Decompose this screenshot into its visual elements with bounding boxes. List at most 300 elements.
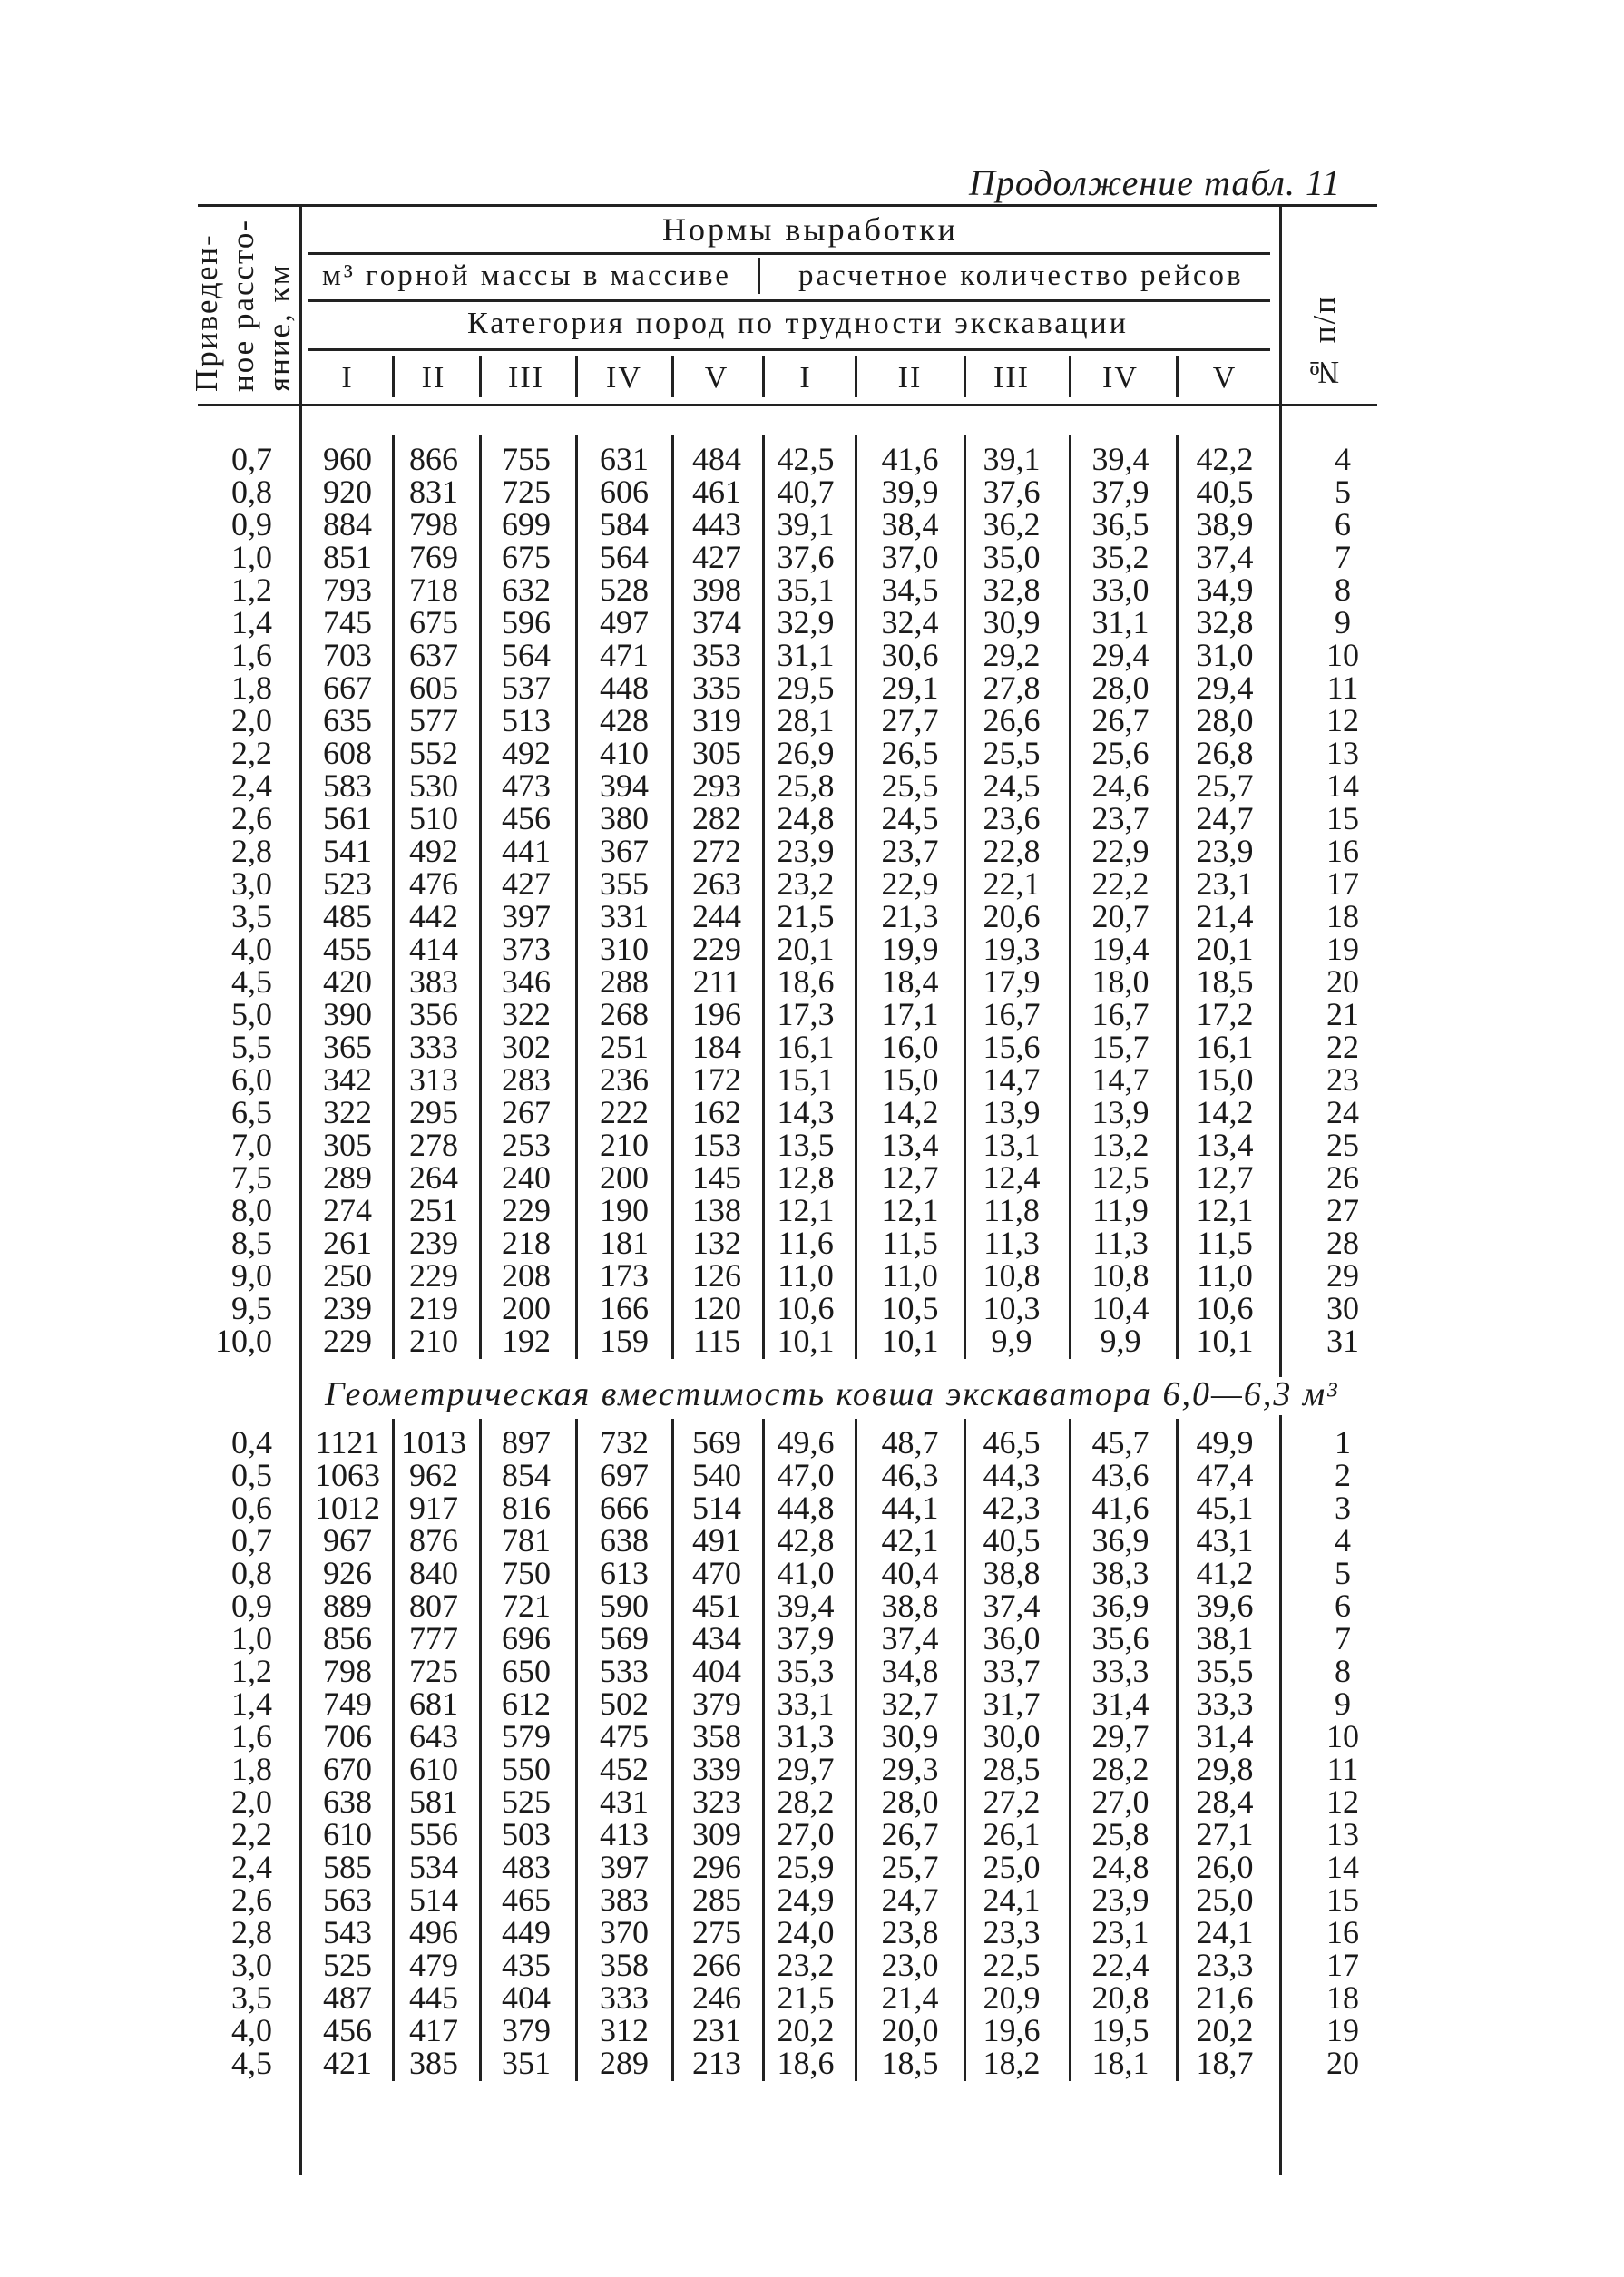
mass-value-cell: 289 (600, 2045, 649, 2081)
row-number-cell: 30 (1326, 1290, 1359, 1326)
mass-value-cell: 213 (692, 2045, 741, 2081)
trips-value-cell: 18,0 (1091, 963, 1150, 1000)
trips-value-cell: 12,8 (777, 1159, 835, 1196)
mass-value-cell: 699 (502, 506, 551, 542)
distance-cell: 2,4 (231, 1849, 272, 1885)
mass-value-cell: 120 (692, 1290, 741, 1326)
mass-value-cell: 484 (692, 441, 741, 477)
mass-value-cell: 404 (502, 1979, 551, 2016)
mass-value-cell: 777 (409, 1620, 458, 1656)
distance-cell: 6,0 (231, 1061, 272, 1098)
distance-cell: 1,6 (231, 637, 272, 673)
row-number-cell: 2 (1335, 1457, 1351, 1493)
trips-value-cell: 23,6 (983, 800, 1041, 836)
mass-value-cell: 666 (600, 1490, 649, 1526)
trips-value-cell: 41,6 (1091, 1490, 1150, 1526)
mass-value-cell: 638 (323, 1783, 372, 1820)
mass-value-cell: 356 (409, 996, 458, 1032)
trips-value-cell: 40,5 (983, 1522, 1041, 1559)
mass-value-cell: 239 (323, 1290, 372, 1326)
mass-value-cell: 569 (692, 1424, 741, 1461)
row-number-cell: 4 (1335, 441, 1351, 477)
distance-cell: 9,5 (231, 1290, 272, 1326)
trips-value-cell: 22,4 (1091, 1947, 1150, 1983)
mass-value-cell: 543 (323, 1914, 372, 1950)
mass-value-cell: 435 (502, 1947, 551, 1983)
trips-value-cell: 16,1 (1196, 1029, 1254, 1065)
mass-value-cell: 342 (323, 1061, 372, 1098)
mass-value-cell: 492 (502, 735, 551, 771)
category-numeral: III (508, 361, 544, 395)
column-divider (479, 1419, 482, 2081)
mass-value-cell: 305 (692, 735, 741, 771)
mass-value-cell: 563 (323, 1881, 372, 1918)
trips-value-cell: 15,1 (777, 1061, 835, 1098)
trips-value-cell: 39,1 (777, 506, 835, 542)
trips-value-cell: 25,9 (777, 1849, 835, 1885)
trips-value-cell: 32,4 (881, 604, 939, 640)
row-number-cell: 28 (1326, 1225, 1359, 1261)
trips-value-cell: 19,5 (1091, 2012, 1150, 2048)
mass-value-cell: 219 (409, 1290, 458, 1326)
mass-value-cell: 442 (409, 898, 458, 934)
trips-value-cell: 38,1 (1196, 1620, 1254, 1656)
trips-value-cell: 23,1 (1196, 865, 1254, 902)
mass-value-cell: 632 (502, 572, 551, 608)
distance-cell: 9,0 (231, 1257, 272, 1294)
mass-value-cell: 159 (600, 1323, 649, 1359)
trips-value-cell: 46,3 (881, 1457, 939, 1493)
trips-value-cell: 39,1 (983, 441, 1041, 477)
distance-cell: 0,7 (231, 1522, 272, 1559)
distance-cell: 2,0 (231, 702, 272, 738)
trips-value-cell: 23,8 (881, 1914, 939, 1950)
trips-value-cell: 33,3 (1196, 1686, 1254, 1722)
mass-value-cell: 441 (502, 833, 551, 869)
row-number-cell: 17 (1326, 865, 1359, 902)
mass-value-cell: 293 (692, 767, 741, 804)
header-rule (198, 404, 1377, 406)
mass-value-cell: 856 (323, 1620, 372, 1656)
distance-cell: 3,0 (231, 865, 272, 902)
mass-value-cell: 355 (600, 865, 649, 902)
trips-value-cell: 28,2 (777, 1783, 835, 1820)
trips-value-cell: 31,3 (777, 1718, 835, 1754)
column-divider (671, 435, 674, 1359)
category-numeral: V (1212, 361, 1238, 395)
column-divider (575, 1419, 578, 2081)
row-number-cell: 10 (1326, 1718, 1359, 1754)
distance-cell: 1,2 (231, 572, 272, 608)
trips-value-cell: 11,6 (778, 1225, 834, 1261)
trips-value-cell: 18,6 (777, 963, 835, 1000)
trips-value-cell: 23,2 (777, 865, 835, 902)
trips-value-cell: 17,3 (777, 996, 835, 1032)
numeral-divider (762, 356, 765, 397)
distance-cell: 3,0 (231, 1947, 272, 1983)
mass-value-cell: 876 (409, 1522, 458, 1559)
mass-value-cell: 288 (600, 963, 649, 1000)
trips-value-cell: 34,8 (881, 1653, 939, 1689)
row-number-cell: 12 (1326, 702, 1359, 738)
mass-value-cell: 390 (323, 996, 372, 1032)
mass-value-cell: 309 (692, 1816, 741, 1852)
mass-value-cell: 631 (600, 441, 649, 477)
trips-value-cell: 9,9 (991, 1323, 1032, 1359)
trips-value-cell: 20,1 (777, 931, 835, 967)
numeral-divider (855, 356, 857, 397)
mass-value-cell: 192 (502, 1323, 551, 1359)
mass-value-cell: 434 (692, 1620, 741, 1656)
trips-value-cell: 16,7 (1091, 996, 1150, 1032)
mass-value-cell: 703 (323, 637, 372, 673)
row-number-cell: 31 (1326, 1323, 1359, 1359)
distance-cell: 0,9 (231, 506, 272, 542)
mass-value-cell: 181 (600, 1225, 649, 1261)
mass-value-cell: 492 (409, 833, 458, 869)
row-number-cell: 3 (1335, 1490, 1351, 1526)
group-divider (758, 258, 760, 294)
mass-value-cell: 373 (502, 931, 551, 967)
category-underline (308, 348, 1270, 351)
column-divider (855, 1419, 857, 2081)
mass-value-cell: 251 (600, 1029, 649, 1065)
mass-value-cell: 162 (692, 1094, 741, 1130)
column-divider (964, 1419, 966, 2081)
mass-value-cell: 353 (692, 637, 741, 673)
column-divider (479, 435, 482, 1359)
mass-value-cell: 889 (323, 1588, 372, 1624)
mass-value-cell: 967 (323, 1522, 372, 1559)
col-divider-index (1279, 207, 1282, 1377)
row-number-cell: 18 (1326, 1979, 1359, 2016)
distance-cell: 1,0 (231, 539, 272, 575)
row-number-cell: 20 (1326, 963, 1359, 1000)
mass-value-cell: 513 (502, 702, 551, 738)
trips-value-cell: 16,0 (881, 1029, 939, 1065)
mass-value-cell: 229 (323, 1323, 372, 1359)
numeral-divider (671, 356, 674, 397)
trips-value-cell: 14,2 (881, 1094, 939, 1130)
mass-value-cell: 479 (409, 1947, 458, 1983)
trips-value-cell: 47,4 (1196, 1457, 1254, 1493)
mass-value-cell: 385 (409, 2045, 458, 2081)
mass-value-cell: 428 (600, 702, 649, 738)
trips-group-header: расчетное количество рейсов (798, 259, 1244, 292)
column-divider (392, 435, 395, 1359)
trips-value-cell: 24,7 (881, 1881, 939, 1918)
trips-value-cell: 19,9 (881, 931, 939, 967)
mass-value-cell: 374 (692, 604, 741, 640)
trips-value-cell: 32,8 (983, 572, 1041, 608)
trips-value-cell: 24,5 (983, 767, 1041, 804)
mass-value-cell: 807 (409, 1588, 458, 1624)
trips-value-cell: 38,8 (983, 1555, 1041, 1591)
mass-value-cell: 725 (502, 474, 551, 510)
mass-value-cell: 816 (502, 1490, 551, 1526)
trips-value-cell: 23,2 (777, 1947, 835, 1983)
row-number-cell: 24 (1326, 1094, 1359, 1130)
category-numeral: II (421, 361, 446, 395)
trips-value-cell: 12,1 (881, 1192, 939, 1228)
trips-value-cell: 10,6 (777, 1290, 835, 1326)
mass-value-cell: 323 (692, 1783, 741, 1820)
mass-value-cell: 610 (323, 1816, 372, 1852)
mass-value-cell: 196 (692, 996, 741, 1032)
trips-value-cell: 26,8 (1196, 735, 1254, 771)
trips-value-cell: 49,6 (777, 1424, 835, 1461)
trips-value-cell: 29,7 (1091, 1718, 1150, 1754)
mass-value-cell: 261 (323, 1225, 372, 1261)
mass-value-cell: 606 (600, 474, 649, 510)
trips-value-cell: 10,1 (1196, 1323, 1254, 1359)
mass-value-cell: 263 (692, 865, 741, 902)
mass-value-cell: 793 (323, 572, 372, 608)
mass-value-cell: 283 (502, 1061, 551, 1098)
trips-value-cell: 29,5 (777, 669, 835, 706)
row-number-cell: 15 (1326, 800, 1359, 836)
trips-value-cell: 29,8 (1196, 1751, 1254, 1787)
trips-value-cell: 13,4 (881, 1127, 939, 1163)
mass-value-cell: 380 (600, 800, 649, 836)
mass-value-cell: 451 (692, 1588, 741, 1624)
trips-value-cell: 23,0 (881, 1947, 939, 1983)
row-number-cell: 1 (1335, 1424, 1351, 1461)
trips-value-cell: 42,8 (777, 1522, 835, 1559)
trips-value-cell: 34,5 (881, 572, 939, 608)
trips-value-cell: 41,0 (777, 1555, 835, 1591)
mass-value-cell: 413 (600, 1816, 649, 1852)
trips-value-cell: 40,5 (1196, 474, 1254, 510)
category-numeral: II (897, 361, 923, 395)
mass-value-cell: 449 (502, 1914, 551, 1950)
trips-value-cell: 22,2 (1091, 865, 1150, 902)
trips-value-cell: 13,4 (1196, 1127, 1254, 1163)
mass-value-cell: 383 (600, 1881, 649, 1918)
mass-value-cell: 537 (502, 669, 551, 706)
mass-value-cell: 244 (692, 898, 741, 934)
trips-value-cell: 26,7 (881, 1816, 939, 1852)
trips-value-cell: 24,8 (1091, 1849, 1150, 1885)
trips-value-cell: 28,0 (1196, 702, 1254, 738)
trips-value-cell: 36,9 (1091, 1522, 1150, 1559)
mass-value-cell: 250 (323, 1257, 372, 1294)
trips-value-cell: 30,6 (881, 637, 939, 673)
trips-value-cell: 31,1 (1091, 604, 1150, 640)
mass-value-cell: 851 (323, 539, 372, 575)
mass-value-cell: 605 (409, 669, 458, 706)
trips-value-cell: 10,1 (881, 1323, 939, 1359)
mass-value-cell: 229 (692, 931, 741, 967)
mass-value-cell: 920 (323, 474, 372, 510)
mass-value-cell: 339 (692, 1751, 741, 1787)
numeral-divider (479, 356, 482, 397)
trips-value-cell: 24,7 (1196, 800, 1254, 836)
trips-value-cell: 24,8 (777, 800, 835, 836)
mass-value-cell: 302 (502, 1029, 551, 1065)
distance-cell: 5,5 (231, 1029, 272, 1065)
trips-value-cell: 18,5 (881, 2045, 939, 2081)
trips-value-cell: 36,9 (1091, 1588, 1150, 1624)
mass-value-cell: 397 (600, 1849, 649, 1885)
trips-value-cell: 20,2 (1196, 2012, 1254, 2048)
trips-value-cell: 11,0 (882, 1257, 938, 1294)
trips-value-cell: 28,5 (983, 1751, 1041, 1787)
row-number-cell: 14 (1326, 767, 1359, 804)
trips-value-cell: 21,5 (777, 1979, 835, 2016)
category-numeral: V (704, 361, 729, 395)
mass-value-cell: 496 (409, 1914, 458, 1950)
mass-value-cell: 310 (600, 931, 649, 967)
mass-value-cell: 706 (323, 1718, 372, 1754)
distance-cell: 1,0 (231, 1620, 272, 1656)
mass-value-cell: 445 (409, 1979, 458, 2016)
trips-value-cell: 29,3 (881, 1751, 939, 1787)
trips-value-cell: 28,0 (881, 1783, 939, 1820)
distance-cell: 2,6 (231, 1881, 272, 1918)
trips-value-cell: 36,5 (1091, 506, 1150, 542)
mass-value-cell: 200 (502, 1290, 551, 1326)
mass-value-cell: 126 (692, 1257, 741, 1294)
mass-value-cell: 503 (502, 1816, 551, 1852)
mass-value-cell: 579 (502, 1718, 551, 1754)
trips-value-cell: 43,1 (1196, 1522, 1254, 1559)
index-column-header: № п/п (1306, 295, 1342, 390)
mass-value-cell: 476 (409, 865, 458, 902)
mass-value-cell: 115 (692, 1323, 741, 1359)
column-divider (1176, 1419, 1179, 2081)
trips-value-cell: 21,4 (1196, 898, 1254, 934)
mass-value-cell: 153 (692, 1127, 741, 1163)
mass-value-cell: 530 (409, 767, 458, 804)
trips-value-cell: 33,0 (1091, 572, 1150, 608)
trips-value-cell: 42,3 (983, 1490, 1041, 1526)
row-number-cell: 12 (1326, 1783, 1359, 1820)
mass-value-cell: 264 (409, 1159, 458, 1196)
mass-value-cell: 569 (600, 1620, 649, 1656)
mass-value-cell: 635 (323, 702, 372, 738)
trips-value-cell: 19,3 (983, 931, 1041, 967)
mass-value-cell: 745 (323, 604, 372, 640)
trips-value-cell: 31,4 (1091, 1686, 1150, 1722)
trips-value-cell: 23,1 (1091, 1914, 1150, 1950)
trips-value-cell: 23,9 (1196, 833, 1254, 869)
table-caption: Продолжение табл. 11 (968, 162, 1341, 203)
mass-value-cell: 452 (600, 1751, 649, 1787)
mass-value-cell: 456 (323, 2012, 372, 2048)
mass-value-cell: 525 (323, 1947, 372, 1983)
mass-value-cell: 540 (692, 1457, 741, 1493)
trips-value-cell: 38,8 (881, 1588, 939, 1624)
trips-value-cell: 18,1 (1091, 2045, 1150, 2081)
distance-cell: 2,4 (231, 767, 272, 804)
row-number-cell: 16 (1326, 833, 1359, 869)
mass-value-cell: 497 (600, 604, 649, 640)
mass-value-cell: 854 (502, 1457, 551, 1493)
trips-value-cell: 41,2 (1196, 1555, 1254, 1591)
trips-value-cell: 24,0 (777, 1914, 835, 1950)
mass-value-cell: 367 (600, 833, 649, 869)
mass-value-cell: 322 (502, 996, 551, 1032)
trips-value-cell: 10,1 (777, 1323, 835, 1359)
mass-value-cell: 533 (600, 1653, 649, 1689)
numeral-divider (1069, 356, 1071, 397)
mass-value-cell: 884 (323, 506, 372, 542)
row-number-cell: 8 (1335, 1653, 1351, 1689)
row-number-cell: 7 (1335, 1620, 1351, 1656)
row-number-cell: 23 (1326, 1061, 1359, 1098)
trips-value-cell: 13,9 (1091, 1094, 1150, 1130)
mass-value-cell: 132 (692, 1225, 741, 1261)
mass-value-cell: 365 (323, 1029, 372, 1065)
mass-value-cell: 346 (502, 963, 551, 1000)
mass-value-cell: 487 (323, 1979, 372, 2016)
trips-value-cell: 9,9 (1100, 1323, 1141, 1359)
mass-value-cell: 471 (600, 637, 649, 673)
trips-value-cell: 49,9 (1196, 1424, 1254, 1461)
row-number-cell: 7 (1335, 539, 1351, 575)
mass-value-cell: 282 (692, 800, 741, 836)
trips-value-cell: 37,6 (983, 474, 1041, 510)
mass-value-cell: 431 (600, 1783, 649, 1820)
mass-value-cell: 755 (502, 441, 551, 477)
trips-value-cell: 44,8 (777, 1490, 835, 1526)
mass-value-cell: 351 (502, 2045, 551, 2081)
mass-value-cell: 319 (692, 702, 741, 738)
trips-value-cell: 29,4 (1196, 669, 1254, 706)
trips-value-cell: 13,5 (777, 1127, 835, 1163)
row-number-cell: 4 (1335, 1522, 1351, 1559)
mass-value-cell: 236 (600, 1061, 649, 1098)
trips-value-cell: 26,0 (1196, 1849, 1254, 1885)
trips-value-cell: 16,1 (777, 1029, 835, 1065)
trips-value-cell: 47,0 (777, 1457, 835, 1493)
distance-cell: 10,0 (215, 1323, 272, 1359)
trips-value-cell: 31,7 (983, 1686, 1041, 1722)
mass-value-cell: 266 (692, 1947, 741, 1983)
mass-value-cell: 561 (323, 800, 372, 836)
mass-value-cell: 550 (502, 1751, 551, 1787)
trips-value-cell: 11,3 (983, 1225, 1040, 1261)
mass-value-cell: 697 (600, 1457, 649, 1493)
mass-value-cell: 523 (323, 865, 372, 902)
mass-value-cell: 398 (692, 572, 741, 608)
mass-value-cell: 246 (692, 1979, 741, 2016)
trips-value-cell: 21,4 (881, 1979, 939, 2016)
mass-value-cell: 208 (502, 1257, 551, 1294)
trips-value-cell: 35,2 (1091, 539, 1150, 575)
trips-value-cell: 14,7 (983, 1061, 1041, 1098)
trips-value-cell: 13,9 (983, 1094, 1041, 1130)
distance-cell: 3,5 (231, 898, 272, 934)
trips-value-cell: 34,9 (1196, 572, 1254, 608)
trips-value-cell: 26,7 (1091, 702, 1150, 738)
trips-value-cell: 31,1 (777, 637, 835, 673)
trips-value-cell: 20,0 (881, 2012, 939, 2048)
trips-value-cell: 26,6 (983, 702, 1041, 738)
column-divider (762, 435, 765, 1359)
mass-value-cell: 596 (502, 604, 551, 640)
mass-value-cell: 166 (600, 1290, 649, 1326)
distance-cell: 4,0 (231, 2012, 272, 2048)
trips-value-cell: 43,6 (1091, 1457, 1150, 1493)
trips-value-cell: 20,9 (983, 1979, 1041, 2016)
row-number-cell: 9 (1335, 1686, 1351, 1722)
row-number-cell: 13 (1326, 1816, 1359, 1852)
column-divider (855, 435, 857, 1359)
mass-value-cell: 465 (502, 1881, 551, 1918)
mass-value-cell: 417 (409, 2012, 458, 2048)
